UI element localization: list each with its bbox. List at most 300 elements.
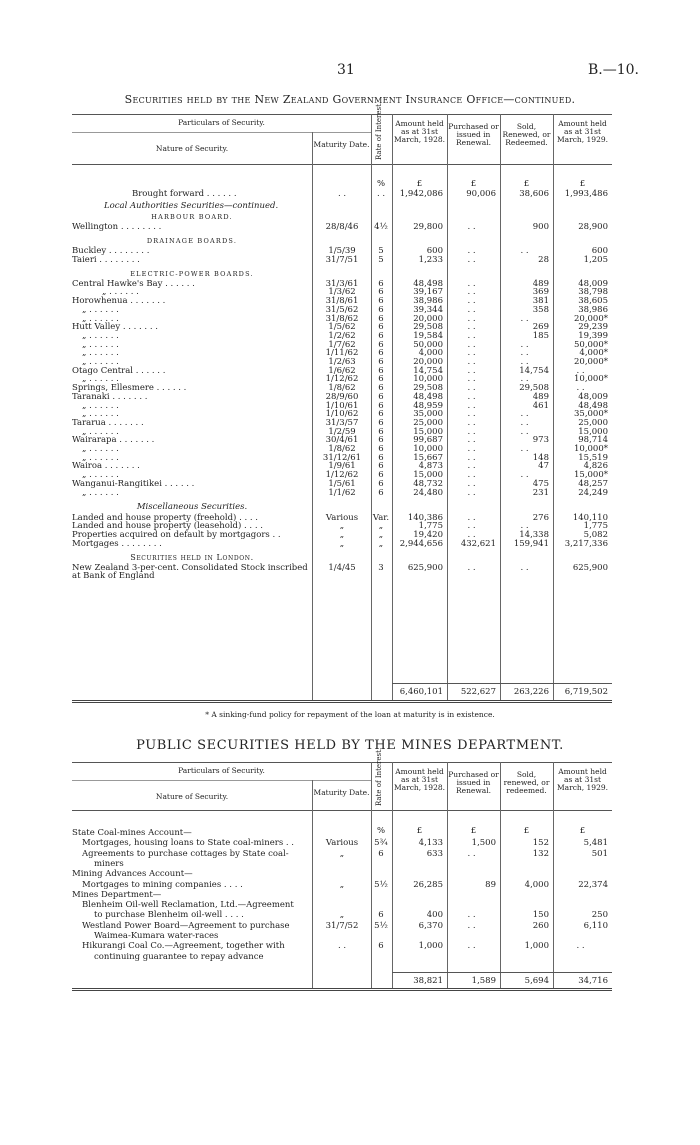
interest-rate: 6 <box>378 330 384 341</box>
interest-rate: 6 <box>378 444 384 454</box>
amount-1929: 1,205 <box>583 254 608 265</box>
security-name: Westland Power Board—Agreement to purchase <box>82 920 290 931</box>
purchased-amount: 432,621 <box>460 538 496 549</box>
interest-rate: 6 <box>378 848 384 859</box>
maturity-date: 1/8/62 <box>328 444 356 454</box>
column-rule <box>371 762 372 988</box>
security-name: Wellington . . . . . . . . <box>72 222 162 232</box>
amount-1929: 15,000* <box>574 470 608 481</box>
sold-amount: 4,000 <box>524 879 549 890</box>
purchased-amount: . . <box>467 254 476 265</box>
security-name: „ . . . . . . <box>82 348 119 359</box>
amount-1928: 29,508 <box>413 322 443 333</box>
maturity-date: 31/3/57 <box>325 417 359 428</box>
header-purchased: Purchased or issued in Renewal. <box>448 770 499 795</box>
amount-1928: 14,754 <box>413 365 443 376</box>
sold-amount: . . <box>520 409 529 420</box>
maturity-date: 1/12/62 <box>325 374 359 385</box>
interest-rate: 6 <box>378 365 384 376</box>
header-maturity: Maturity Date. <box>313 140 370 149</box>
maturity-date: Various <box>325 838 359 849</box>
security-name: New Zealand 3-per-cent. Consolidated Stock inscribed <box>72 562 308 573</box>
purchased-amount: . . <box>467 521 476 532</box>
interest-rate: 6 <box>378 452 384 463</box>
section-heading-text: Local Authorities Securities—continued. <box>104 200 279 211</box>
amount-1928: 4,133 <box>418 838 443 849</box>
amount-1929: 20,000* <box>574 313 608 324</box>
column-rule <box>447 762 448 988</box>
purchased-amount: . . <box>467 339 476 350</box>
table-bottom-rule <box>72 700 612 703</box>
amount-1928: 29,800 <box>413 222 443 232</box>
document-reference: B.—10. <box>588 62 640 78</box>
purchased-amount: . . <box>467 417 476 428</box>
purchased-amount: . . <box>467 409 476 420</box>
amount-1928: 2,944,656 <box>399 538 443 549</box>
maturity-date: „ <box>339 879 345 890</box>
column-rule <box>500 762 501 988</box>
sold-amount: . . <box>520 444 529 454</box>
column-rule <box>392 762 393 988</box>
table-top-rule <box>72 762 612 763</box>
amount-1928: 48,959 <box>413 400 443 411</box>
purchased-amount: . . <box>467 357 476 367</box>
interest-rate: 6 <box>378 435 384 446</box>
amount-1928: 1,000 <box>418 941 443 952</box>
interest-rate: 6 <box>378 348 384 359</box>
table1-title: Securities held by the New Zealand Government Insurance Office—continued. <box>124 93 576 106</box>
amount-1929: 38,986 <box>578 304 608 315</box>
total-purchased: 1,589 <box>471 976 496 986</box>
security-name: Mortgages . . . . . . . . <box>72 538 162 549</box>
security-name: at Bank of England <box>72 571 155 582</box>
header-bottom-rule <box>72 164 612 165</box>
amount-1928: 29,508 <box>413 383 443 394</box>
sold-amount: . . <box>520 339 529 350</box>
purchased-amount: 90,006 <box>466 189 496 199</box>
amount-1929: 35,000* <box>574 409 608 420</box>
amount-1929: 3,217,336 <box>564 538 608 549</box>
sold-amount: . . <box>520 313 529 324</box>
purchased-amount: . . <box>467 435 476 446</box>
sold-amount: 231 <box>532 487 549 498</box>
amount-1928: 4,873 <box>418 461 443 472</box>
security-name: Mortgages to mining companies . . . . <box>82 879 243 890</box>
amount-1929: 19,399 <box>578 330 608 341</box>
security-name: „ . . . . . . <box>82 452 119 463</box>
amount-1928: 39,167 <box>413 287 443 298</box>
interest-rate: 6 <box>378 426 384 437</box>
maturity-date: 30/4/61 <box>325 435 359 446</box>
security-name: Central Hawke's Bay . . . . . . <box>72 278 195 289</box>
amount-1928: 48,498 <box>413 278 443 289</box>
amount-1928: 15,667 <box>413 452 443 463</box>
amount-1928: 15,000 <box>413 426 443 437</box>
maturity-date: 1/9/61 <box>328 461 356 472</box>
currency-unit: £ <box>579 179 586 189</box>
header-rate: Rate of Interest. <box>375 101 383 160</box>
amount-1928: 1,942,086 <box>399 189 443 199</box>
interest-rate: 6 <box>378 391 384 402</box>
interest-rate: 6 <box>378 487 384 498</box>
column-rule <box>553 762 554 988</box>
security-name: Mortgages, housing loans to State coal-miners . . <box>82 838 294 849</box>
page-number: 31 <box>337 62 355 78</box>
amount-1929: 15,000 <box>578 426 608 437</box>
amount-1928: 140,386 <box>407 512 443 523</box>
total-1929: 6,719,502 <box>564 687 608 697</box>
interest-rate: 6 <box>378 461 384 472</box>
amount-1928: 400 <box>426 910 443 921</box>
security-name: „ . . . . . . <box>82 313 119 324</box>
security-name: „ . . . . . . <box>82 487 119 498</box>
purchased-amount: . . <box>467 287 476 298</box>
amount-1928: 6,370 <box>418 920 443 931</box>
security-name: continuing guarantee to repay advance <box>94 951 264 962</box>
maturity-date: 1/4/45 <box>328 562 356 573</box>
purchased-amount: 1,500 <box>471 838 496 849</box>
amount-1929: 600 <box>591 246 608 256</box>
maturity-date: „ <box>339 529 345 540</box>
currency-unit: £ <box>416 826 423 836</box>
section-heading-text: DRAINAGE BOARDS. <box>146 237 238 245</box>
security-name: Taranaki . . . . . . . <box>72 391 148 402</box>
purchased-amount: . . <box>467 470 476 481</box>
security-name: „ . . . . . . <box>82 339 119 350</box>
amount-1929: 15,519 <box>578 452 608 463</box>
purchased-amount: . . <box>467 920 476 931</box>
purchased-amount: . . <box>467 313 476 324</box>
particulars-underline <box>72 132 372 133</box>
security-name: Waimea-Kumara water-races <box>94 931 219 941</box>
totals-top-rule <box>392 972 612 973</box>
sold-amount: 14,754 <box>519 365 549 376</box>
sold-amount: 489 <box>532 278 549 289</box>
security-name: Blenheim Oil-well Reclamation, Ltd.—Agreement <box>82 900 294 911</box>
amount-1928: 625,900 <box>407 562 443 573</box>
maturity-date: 1/2/59 <box>328 426 356 437</box>
interest-rate: 4½ <box>374 222 388 232</box>
security-name: Properties acquired on default by mortgagors . . <box>72 529 281 540</box>
total-1928: 38,821 <box>413 976 443 986</box>
rate-unit: % <box>376 826 386 836</box>
amount-1928: 10,000 <box>413 374 443 385</box>
security-name: Landed and house property (leasehold) . . . . <box>72 521 263 532</box>
interest-rate: 6 <box>378 313 384 324</box>
amount-1929: 48,498 <box>578 400 608 411</box>
amount-1928: 35,000 <box>413 409 443 420</box>
security-name: Tararua . . . . . . . <box>72 417 144 428</box>
amount-1928: 1,775 <box>418 521 443 532</box>
amount-1928: 26,285 <box>413 879 443 890</box>
security-name: „ . . . . . . <box>82 470 119 481</box>
security-name: Wanganui-Rangitikei . . . . . . <box>72 478 195 489</box>
amount-1929: 29,239 <box>578 322 608 333</box>
header-maturity: Maturity Date. <box>313 788 370 797</box>
security-name: miners <box>94 858 124 869</box>
maturity-date: 1/3/62 <box>328 287 356 298</box>
amount-1928: 10,000 <box>413 444 443 454</box>
security-name: „ . . . . . . <box>82 330 119 341</box>
purchased-amount: . . <box>467 391 476 402</box>
maturity-date: 31/12/61 <box>322 452 362 463</box>
header-particulars: Particulars of Security. <box>178 118 265 127</box>
header-amount-1928: Amount held as at 31st March, 1928. <box>393 119 445 144</box>
purchased-amount: . . <box>467 322 476 333</box>
purchased-amount: . . <box>467 348 476 359</box>
interest-rate: 6 <box>378 357 384 367</box>
amount-1929: 28,900 <box>578 222 608 232</box>
maturity-date: 31/7/52 <box>325 920 359 931</box>
purchased-amount: . . <box>467 383 476 394</box>
security-name: Wairarapa . . . . . . . <box>72 435 155 446</box>
interest-rate: 6 <box>378 383 384 394</box>
maturity-date: . . <box>337 189 347 199</box>
maturity-date: „ <box>339 538 345 549</box>
security-name: Otago Central . . . . . . <box>72 365 166 376</box>
security-name: Taieri . . . . . . . . <box>72 254 140 265</box>
purchased-amount: . . <box>467 529 476 540</box>
sold-amount: 1,000 <box>524 941 549 952</box>
sold-amount: 14,338 <box>519 529 549 540</box>
interest-rate: 6 <box>378 941 384 952</box>
interest-rate: 6 <box>378 304 384 315</box>
amount-1929: 625,900 <box>572 562 608 573</box>
header-particulars: Particulars of Security. <box>178 766 265 775</box>
purchased-amount: . . <box>467 461 476 472</box>
interest-rate: 5½ <box>374 879 388 890</box>
header-sold: Sold, Renewed, or Redeemed. <box>502 122 551 147</box>
purchased-amount: . . <box>467 330 476 341</box>
sold-amount: 381 <box>532 296 549 307</box>
security-name: Buckley . . . . . . . . <box>72 246 150 256</box>
maturity-date: 1/6/62 <box>328 365 356 376</box>
amount-1929: 250 <box>591 910 608 921</box>
maturity-date: 1/5/61 <box>328 478 356 489</box>
sold-amount: . . <box>520 374 529 385</box>
purchased-amount: . . <box>467 374 476 385</box>
interest-rate: 5 <box>378 246 384 256</box>
maturity-date: 1/10/61 <box>325 400 359 411</box>
amount-1928: 50,000 <box>413 339 443 350</box>
interest-rate: 6 <box>378 910 384 921</box>
amount-1928: 25,000 <box>413 417 443 428</box>
interest-rate: . . <box>376 189 386 199</box>
interest-rate: 6 <box>378 409 384 420</box>
security-name: Landed and house property (freehold) . . . . <box>72 512 258 523</box>
amount-1929: 10,000* <box>574 444 608 454</box>
maturity-date: 1/1/62 <box>328 487 356 498</box>
purchased-amount: . . <box>467 848 476 859</box>
header-amount-1929: Amount held as at 31st March, 1929. <box>556 119 608 144</box>
sold-amount: 358 <box>532 304 549 315</box>
sold-amount: 276 <box>532 512 549 523</box>
purchased-amount: . . <box>467 478 476 489</box>
maturity-date: „ <box>339 848 345 859</box>
sold-amount: 148 <box>532 452 549 463</box>
total-purchased: 522,627 <box>460 687 496 697</box>
amount-1929: 22,374 <box>578 879 608 890</box>
sold-amount: 461 <box>532 400 549 411</box>
total-sold: 5,694 <box>524 976 549 986</box>
purchased-amount: . . <box>467 452 476 463</box>
amount-1929: 38,798 <box>578 287 608 298</box>
amount-1929: 4,826 <box>583 461 608 472</box>
amount-1928: 48,498 <box>413 391 443 402</box>
amount-1928: 38,986 <box>413 296 443 307</box>
sold-amount: . . <box>520 348 529 359</box>
maturity-date: 1/5/39 <box>328 246 356 256</box>
maturity-date: 31/8/61 <box>325 296 359 307</box>
table-top-rule <box>72 114 612 115</box>
interest-rate: Var. <box>372 512 390 523</box>
sold-amount: 475 <box>532 478 549 489</box>
purchased-amount: . . <box>467 365 476 376</box>
maturity-date: 28/8/46 <box>325 222 359 232</box>
security-name: „ . . . . . . <box>82 444 119 454</box>
currency-unit: £ <box>523 826 530 836</box>
security-name: „ . . . . . . <box>82 357 119 367</box>
section-heading-text: Securities held in London. <box>130 552 254 562</box>
interest-rate: 5½ <box>374 920 388 931</box>
header-sold: Sold, renewed, or redeemed. <box>503 770 550 795</box>
section-heading-text: HARBOUR BOARD. <box>151 213 233 221</box>
amount-1929: 20,000* <box>574 357 608 367</box>
interest-rate: 6 <box>378 478 384 489</box>
amount-1929: 1,775 <box>583 521 608 532</box>
security-name: Horowhenua . . . . . . . <box>72 296 166 307</box>
sold-amount: 973 <box>532 435 549 446</box>
amount-1929: 1,993,486 <box>564 189 608 199</box>
sold-amount: 132 <box>532 848 549 859</box>
maturity-date: 1/5/62 <box>328 322 356 333</box>
purchased-amount: . . <box>467 512 476 523</box>
amount-1929: . . <box>576 365 585 376</box>
security-name: Mining Advances Account— <box>72 869 193 880</box>
interest-rate: 6 <box>378 417 384 428</box>
table2-title: PUBLIC SECURITIES HELD BY THE MINES DEPARTMENT. <box>136 738 564 753</box>
currency-unit: £ <box>470 826 477 836</box>
security-name: „ . . . . . . <box>82 426 119 437</box>
amount-1929: 4,000* <box>579 348 608 359</box>
security-name: State Coal-mines Account— <box>72 828 192 838</box>
maturity-date: 31/7/51 <box>325 254 359 265</box>
purchased-amount: . . <box>467 444 476 454</box>
purchased-amount: . . <box>467 278 476 289</box>
purchased-amount: . . <box>467 400 476 411</box>
sold-amount: . . <box>520 417 529 428</box>
maturity-date: „ <box>339 910 345 921</box>
amount-1929: . . <box>576 941 585 952</box>
amount-1929: 48,009 <box>578 391 608 402</box>
amount-1928: 19,584 <box>413 330 443 341</box>
header-purchased: Purchased or issued in Renewal. <box>448 122 499 147</box>
security-name: Hutt Valley . . . . . . . <box>72 322 158 333</box>
rate-unit: % <box>376 179 386 189</box>
amount-1929: 140,110 <box>572 512 608 523</box>
amount-1929: 48,009 <box>578 278 608 289</box>
security-name: Hikurangi Coal Co.—Agreement, together with <box>82 941 285 952</box>
interest-rate: 6 <box>378 400 384 411</box>
header-bottom-rule <box>72 810 612 811</box>
maturity-date: 1/11/62 <box>325 348 359 359</box>
table-bottom-rule <box>72 988 612 991</box>
purchased-amount: . . <box>467 910 476 921</box>
amount-1929: 98,714 <box>578 435 608 446</box>
security-name: „ . . . . . . <box>82 409 119 420</box>
purchased-amount: . . <box>467 246 476 256</box>
maturity-date: 31/3/61 <box>325 278 359 289</box>
currency-unit: £ <box>523 179 530 189</box>
purchased-amount: . . <box>467 426 476 437</box>
amount-1928: 48,732 <box>413 478 443 489</box>
amount-1929: 24,249 <box>578 487 608 498</box>
security-name: „ . . . . . . <box>102 287 139 298</box>
purchased-amount: . . <box>467 222 476 232</box>
currency-unit: £ <box>416 179 423 189</box>
header-amount-1928: Amount held as at 31st March, 1928. <box>393 767 445 792</box>
interest-rate: „ <box>378 529 384 540</box>
sold-amount: 152 <box>532 838 549 849</box>
sold-amount: 369 <box>532 287 549 298</box>
interest-rate: „ <box>378 538 384 549</box>
amount-1928: 633 <box>426 848 443 859</box>
purchased-amount: . . <box>467 487 476 498</box>
security-name: Mines Department— <box>72 889 162 900</box>
purchased-amount: . . <box>467 941 476 952</box>
security-name: Wairoa . . . . . . . <box>72 461 140 472</box>
totals-top-rule <box>392 683 612 684</box>
security-name: Brought forward . . . . . . <box>132 189 237 199</box>
amount-1928: 1,233 <box>418 254 443 265</box>
amount-1929: 5,481 <box>583 838 608 849</box>
sold-amount: 159,941 <box>513 538 549 549</box>
maturity-date: 1/2/62 <box>328 330 356 341</box>
header-nature: Nature of Security. <box>155 792 229 801</box>
maturity-date: 31/8/62 <box>325 313 359 324</box>
amount-1928: 600 <box>426 246 443 256</box>
sold-amount: . . <box>520 426 529 437</box>
interest-rate: 6 <box>378 322 384 333</box>
purchased-amount: . . <box>467 304 476 315</box>
particulars-underline <box>72 780 372 781</box>
sold-amount: 38,606 <box>519 189 549 199</box>
amount-1929: . . <box>576 383 585 394</box>
header-rate: Rate of Interest. <box>375 747 383 806</box>
sold-amount: 150 <box>532 910 549 921</box>
interest-rate: 6 <box>378 296 384 307</box>
maturity-date: 28/9/60 <box>325 391 359 402</box>
sold-amount: 489 <box>532 391 549 402</box>
security-name: „ . . . . . . <box>82 400 119 411</box>
currency-unit: £ <box>470 179 477 189</box>
amount-1928: 99,687 <box>413 435 443 446</box>
interest-rate: 3 <box>378 562 384 573</box>
sold-amount: 28 <box>538 254 549 265</box>
sold-amount: . . <box>520 246 529 256</box>
amount-1929: 38,605 <box>578 296 608 307</box>
interest-rate: „ <box>378 521 384 532</box>
sold-amount: . . <box>520 562 529 573</box>
header-amount-1929: Amount held as at 31st March, 1929. <box>556 767 608 792</box>
interest-rate: 6 <box>378 287 384 298</box>
amount-1929: 6,110 <box>583 920 608 931</box>
purchased-amount: . . <box>467 562 476 573</box>
sold-amount: 269 <box>532 322 549 333</box>
interest-rate: 5¾ <box>374 838 388 849</box>
section-heading-text: ELECTRIC-POWER BOARDS. <box>130 269 254 278</box>
interest-rate: 6 <box>378 278 384 289</box>
